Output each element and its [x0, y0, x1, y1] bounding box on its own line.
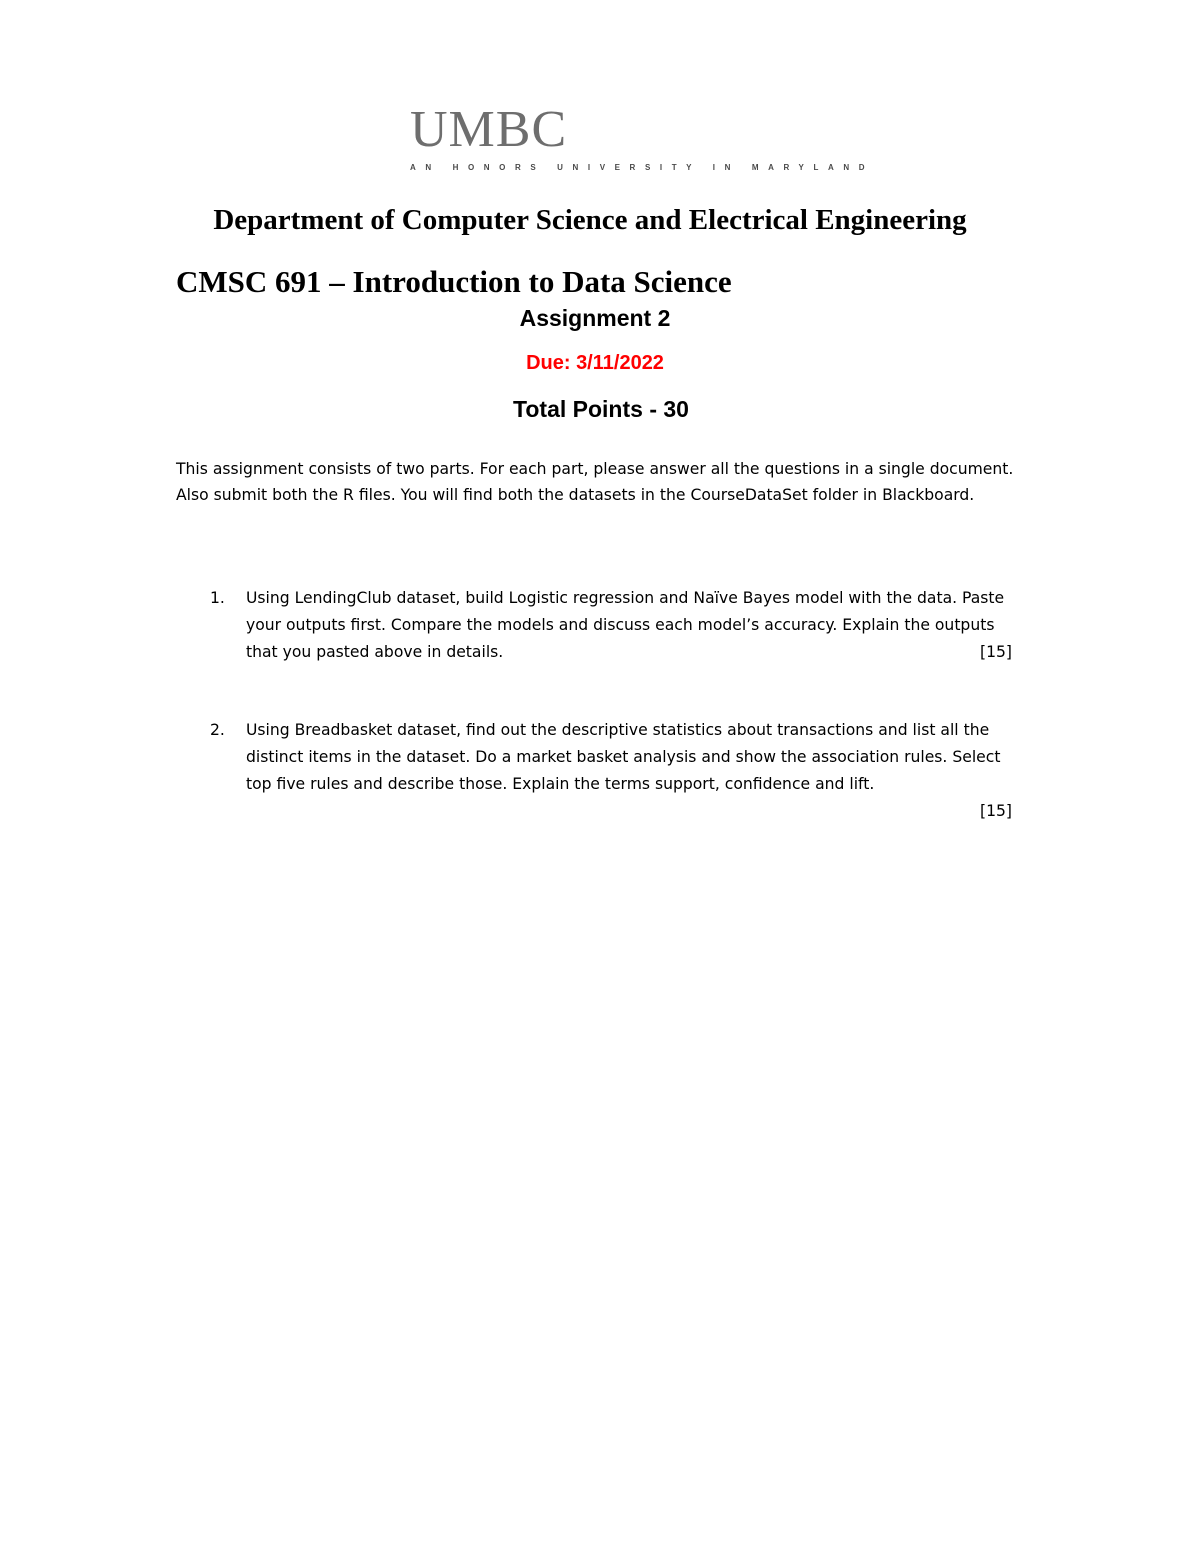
question-text: Using LendingClub dataset, build Logistic regression and Naïve Bayes model with the data. Paste your outputs first. Compare the models and discuss each model’s accuracy. Explain the outputs that you pasted above in details.: [246, 589, 1005, 661]
total-points: Total Points - 30: [513, 396, 689, 422]
course-title: CMSC 691 – Introduction to Data Science: [176, 264, 732, 299]
logo-tagline: AN HONORS UNIVERSITY IN MARYLAND: [410, 163, 875, 172]
intro-paragraph: This assignment consists of two parts. For each part, please answer all the questions in a single document. Also submit both the R files. You will find both the datasets in the CourseDataSet folder in Blackboard.: [176, 460, 1014, 504]
question-text: Using Breadbasket dataset, find out the descriptive statistics about transactions and list all the distinct items in the dataset. Do a market basket analysis and show the association rules. Select top five rules and describe those. Explain the terms support, confidence and lift.: [246, 721, 1001, 793]
question-number: 2.: [210, 721, 225, 739]
assignment-title: Assignment 2: [519, 305, 671, 331]
due-date: Due: 3/11/2022: [526, 352, 664, 374]
logo-wordmark: UMBC: [410, 101, 568, 158]
question-points: [15]: [979, 643, 1012, 661]
question-points: [15]: [979, 802, 1012, 820]
question-number: 1.: [210, 589, 225, 607]
umbc-logo: [410, 100, 875, 172]
department-title: Department of Computer Science and Electrical Engineering: [213, 204, 967, 236]
